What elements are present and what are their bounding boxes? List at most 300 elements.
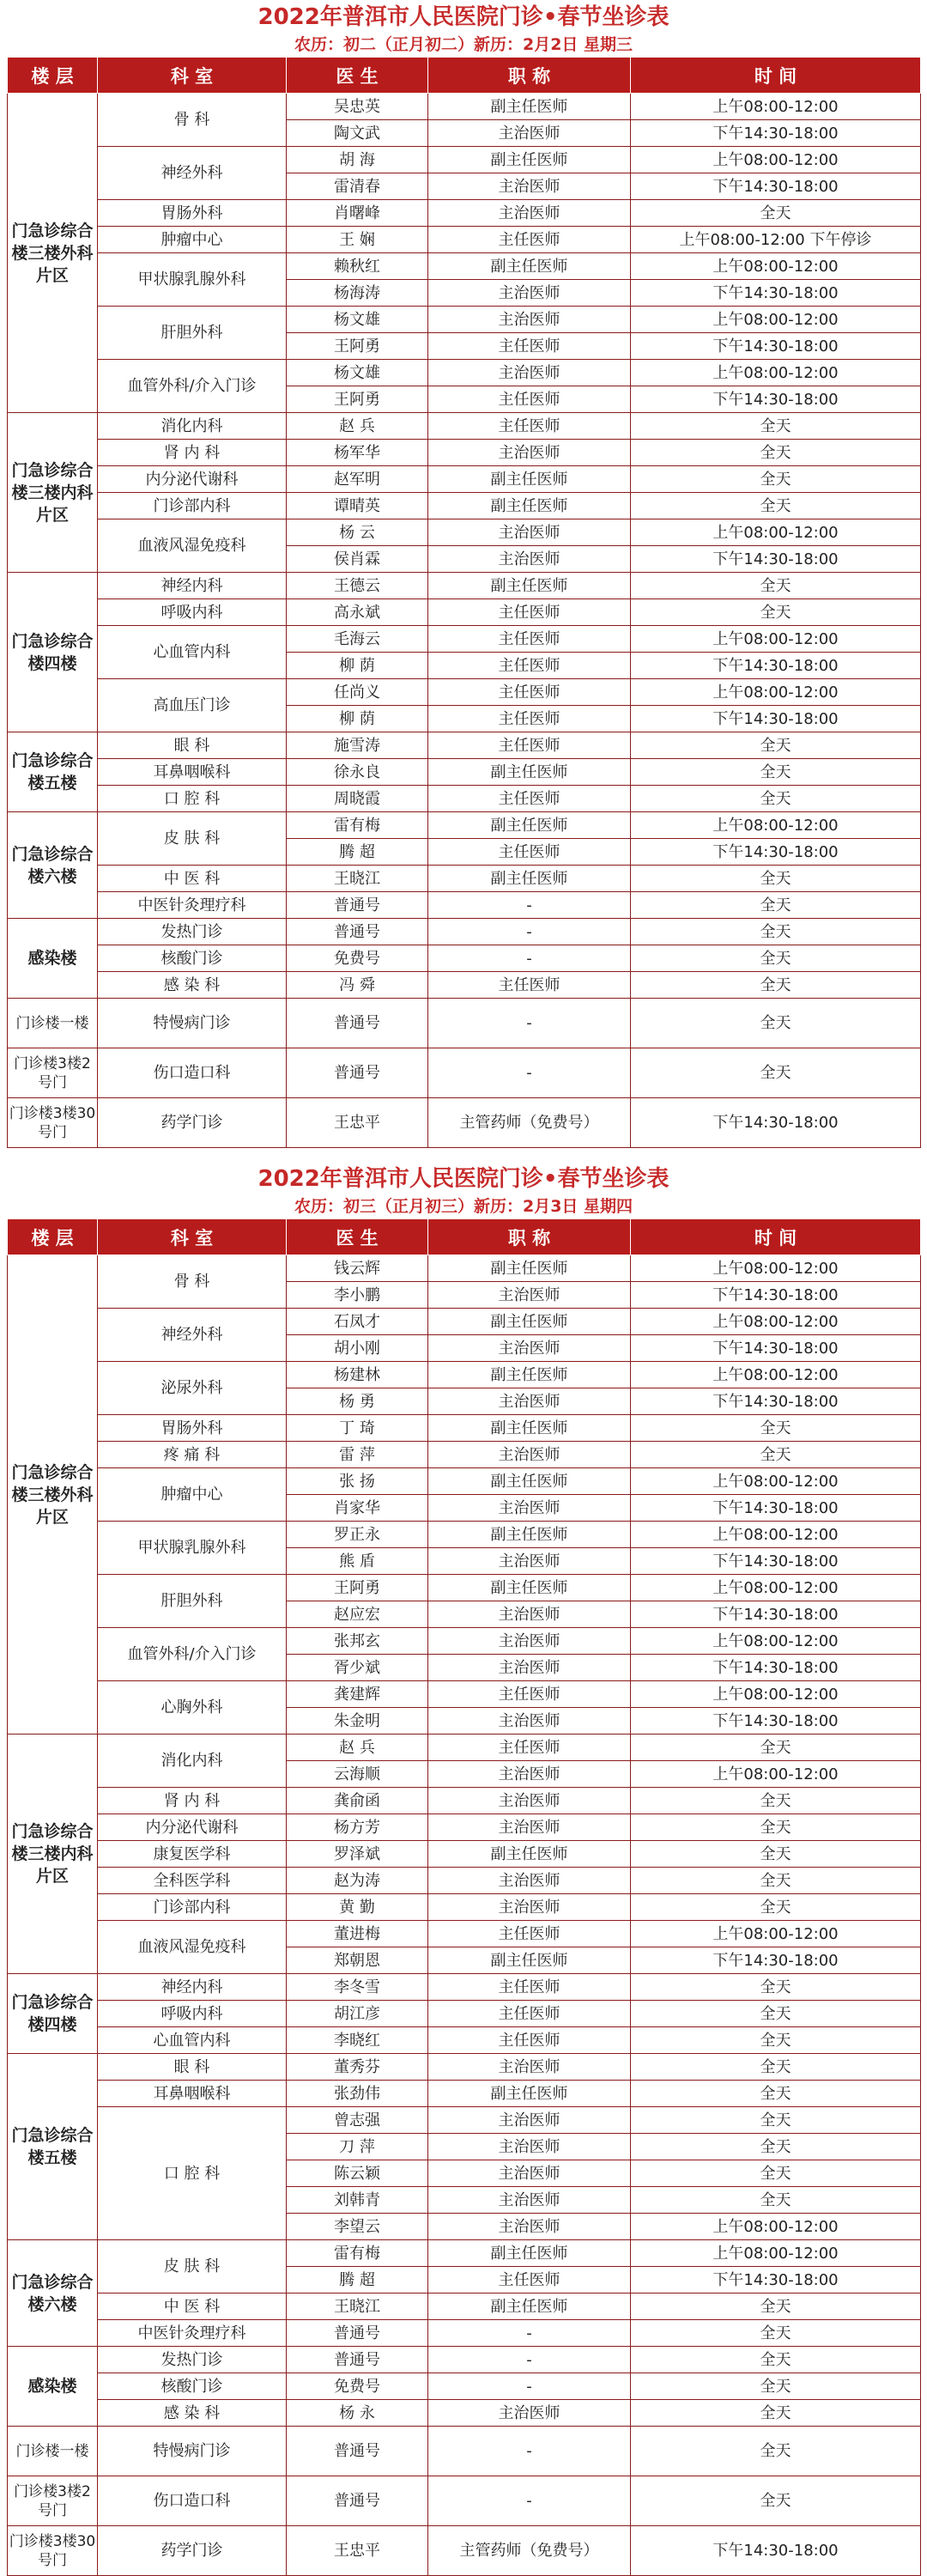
table-row [8, 440, 921, 466]
doctor-cell: 冯 舜 [287, 972, 428, 999]
title-cell: 主治医师 [428, 2214, 631, 2240]
floor-cell: 感染楼 [8, 919, 98, 999]
time-cell: 上午08:00-12:00 [631, 1681, 921, 1708]
doctor-cell: 普通号 [287, 999, 428, 1048]
table-row [8, 2373, 921, 2400]
doctor-cell: 免费号 [287, 945, 428, 972]
schedule-section-1 [7, 0, 920, 1148]
doctor-cell: 周晓霞 [287, 786, 428, 812]
department-cell: 中医针灸理疗科 [98, 2320, 287, 2347]
title-cell: 主治医师 [428, 1388, 631, 1415]
time-cell: 上午08:00-12:00 [631, 2214, 921, 2240]
department-cell: 神经外科 [98, 1309, 287, 1362]
department-cell: 血管外科/介入门诊 [98, 360, 287, 413]
time-cell: 全天 [631, 1442, 921, 1468]
time-cell: 上午08:00-12:00 [631, 2240, 921, 2267]
floor-cell: 感染楼 [8, 2347, 98, 2427]
title-cell: 主治医师 [428, 1708, 631, 1735]
doctor-cell: 熊 盾 [287, 1548, 428, 1575]
time-cell: 全天 [631, 1048, 921, 1098]
table-row [8, 626, 921, 653]
doctor-cell: 王阿勇 [287, 333, 428, 360]
floor-cell: 门急诊综合楼六楼 [8, 812, 98, 919]
doctor-cell: 杨海涛 [287, 280, 428, 307]
doctor-cell: 普通号 [287, 892, 428, 919]
doctor-cell: 高永斌 [287, 599, 428, 626]
table-row [8, 307, 921, 333]
doctor-cell: 普通号 [287, 2427, 428, 2476]
time-cell: 上午08:00-12:00 [631, 360, 921, 386]
title-cell: 副主任医师 [428, 866, 631, 892]
table-row [8, 1255, 921, 1282]
schedule-subtitle: 农历：初二（正月初二）新历：2月2日 星期三 [294, 35, 633, 54]
department-cell: 肿瘤中心 [98, 227, 287, 253]
time-cell: 全天 [631, 732, 921, 759]
title-cell: 主治医师 [428, 2107, 631, 2134]
doctor-cell: 张 扬 [287, 1468, 428, 1495]
title-cell: 副主任医师 [428, 2081, 631, 2107]
time-cell: 上午08:00-12:00 [631, 1309, 921, 1335]
title-cell: 主管药师（免费号） [428, 1098, 631, 1148]
title-cell: 副主任医师 [428, 1841, 631, 1868]
title-cell: 主任医师 [428, 786, 631, 812]
doctor-cell: 腾 超 [287, 2267, 428, 2293]
table-row [8, 892, 921, 919]
department-cell: 口 腔 科 [98, 2107, 287, 2240]
doctor-cell: 杨 云 [287, 519, 428, 546]
header-department: 科 室 [98, 1219, 287, 1255]
doctor-cell: 董进梅 [287, 1921, 428, 1947]
title-cell: - [428, 945, 631, 972]
doctor-cell: 杨文雄 [287, 307, 428, 333]
doctor-cell: 王晓江 [287, 2293, 428, 2320]
table-row [8, 1415, 921, 1442]
table-row [8, 732, 921, 759]
department-cell: 泌尿外科 [98, 1362, 287, 1415]
floor-cell: 门诊楼一楼 [8, 999, 98, 1048]
department-cell: 特慢病门诊 [98, 2427, 287, 2476]
table-row [8, 1442, 921, 1468]
department-cell: 呼吸内科 [98, 599, 287, 626]
title-cell: 主任医师 [428, 599, 631, 626]
header-doctor: 医 生 [287, 1219, 428, 1255]
table-row [8, 1788, 921, 1814]
doctor-cell: 王阿勇 [287, 1575, 428, 1601]
doctor-cell: 黄 勤 [287, 1894, 428, 1921]
table-row [8, 1894, 921, 1921]
title-cell: 主治医师 [428, 1495, 631, 1522]
table-row [8, 2427, 921, 2476]
title-cell: 主治医师 [428, 1894, 631, 1921]
title-cell: 主治医师 [428, 200, 631, 227]
title-cell: 主治医师 [428, 519, 631, 546]
table-row [8, 786, 921, 812]
table-row [8, 1814, 921, 1841]
title-cell: 主任医师 [428, 1735, 631, 1761]
title-cell: 副主任医师 [428, 147, 631, 173]
time-cell: 下午14:30-18:00 [631, 1655, 921, 1681]
title-cell: - [428, 2320, 631, 2347]
doctor-cell: 龚俞函 [287, 1788, 428, 1814]
department-cell: 高血压门诊 [98, 679, 287, 732]
time-cell: 全天 [631, 466, 921, 493]
time-cell: 全天 [631, 2293, 921, 2320]
doctor-cell: 赵 兵 [287, 1735, 428, 1761]
department-cell: 特慢病门诊 [98, 999, 287, 1048]
doctor-cell: 张劲伟 [287, 2081, 428, 2107]
doctor-cell: 李小鹏 [287, 1282, 428, 1309]
title-cell: 主治医师 [428, 1282, 631, 1309]
doctor-cell: 龚建辉 [287, 1681, 428, 1708]
title-cell: 主任医师 [428, 626, 631, 653]
title-cell: 主任医师 [428, 732, 631, 759]
time-cell: 全天 [631, 972, 921, 999]
department-cell: 胃肠外科 [98, 200, 287, 227]
department-cell: 皮 肤 科 [98, 812, 287, 866]
floor-cell: 门急诊综合楼五楼 [8, 2054, 98, 2240]
time-cell: 上午08:00-12:00 [631, 147, 921, 173]
time-cell: 全天 [631, 2001, 921, 2027]
header-floor: 楼 层 [8, 58, 98, 94]
time-cell: 全天 [631, 866, 921, 892]
table-row [8, 2476, 921, 2526]
doctor-cell: 赵应宏 [287, 1601, 428, 1628]
time-cell: 下午14:30-18:00 [631, 1548, 921, 1575]
time-cell: 上午08:00-12:00 [631, 253, 921, 280]
department-cell: 口 腔 科 [98, 786, 287, 812]
floor-cell: 门急诊综合楼五楼 [8, 732, 98, 812]
department-cell: 感 染 科 [98, 972, 287, 999]
doctor-cell: 石凤才 [287, 1309, 428, 1335]
table-row [8, 2001, 921, 2027]
time-cell: 全天 [631, 945, 921, 972]
time-cell: 全天 [631, 999, 921, 1048]
title-cell: 副主任医师 [428, 493, 631, 519]
table-row [8, 999, 921, 1048]
time-cell: 下午14:30-18:00 [631, 1335, 921, 1362]
time-cell: 全天 [631, 786, 921, 812]
time-cell: 全天 [631, 892, 921, 919]
title-cell: 主任医师 [428, 2001, 631, 2027]
department-cell: 神经外科 [98, 147, 287, 200]
department-cell: 药学门诊 [98, 1098, 287, 1148]
title-cell: 主治医师 [428, 280, 631, 307]
department-cell: 中 医 科 [98, 2293, 287, 2320]
table-row [8, 759, 921, 786]
department-cell: 肿瘤中心 [98, 1468, 287, 1522]
doctor-cell: 李望云 [287, 2214, 428, 2240]
doctor-cell: 陶文武 [287, 120, 428, 147]
title-cell: - [428, 2427, 631, 2476]
time-cell: 全天 [631, 2373, 921, 2400]
time-cell: 下午14:30-18:00 [631, 280, 921, 307]
doctor-cell: 胥少斌 [287, 1655, 428, 1681]
department-cell: 肾 内 科 [98, 440, 287, 466]
time-cell: 下午14:30-18:00 [631, 2526, 921, 2576]
department-cell: 门诊部内科 [98, 1894, 287, 1921]
doctor-cell: 刀 萍 [287, 2134, 428, 2160]
table-row [8, 1628, 921, 1655]
doctor-cell: 杨 永 [287, 2400, 428, 2427]
table-row [8, 2081, 921, 2107]
doctor-cell: 李晓红 [287, 2027, 428, 2054]
doctor-cell: 胡小刚 [287, 1335, 428, 1362]
title-cell: 主任医师 [428, 2267, 631, 2293]
doctor-cell: 杨方芳 [287, 1814, 428, 1841]
table-row [8, 227, 921, 253]
floor-cell: 门急诊综合楼三楼内科片区 [8, 413, 98, 573]
department-cell: 血管外科/介入门诊 [98, 1628, 287, 1681]
title-cell: 主治医师 [428, 360, 631, 386]
table-row [8, 1921, 921, 1947]
table-row [8, 253, 921, 280]
time-cell: 全天 [631, 2187, 921, 2214]
time-cell: 全天 [631, 493, 921, 519]
time-cell: 全天 [631, 599, 921, 626]
table-row [8, 1048, 921, 1098]
time-cell: 全天 [631, 1974, 921, 2001]
table-row [8, 1681, 921, 1708]
time-cell: 上午08:00-12:00 [631, 307, 921, 333]
time-cell: 全天 [631, 573, 921, 599]
title-cell: 主治医师 [428, 2160, 631, 2187]
title-cell: - [428, 999, 631, 1048]
time-cell: 全天 [631, 2107, 921, 2134]
title-cell: - [428, 1048, 631, 1098]
department-cell: 药学门诊 [98, 2526, 287, 2576]
department-cell: 感 染 科 [98, 2400, 287, 2427]
doctor-cell: 雷有梅 [287, 812, 428, 839]
time-cell: 全天 [631, 200, 921, 227]
doctor-cell: 雷清春 [287, 173, 428, 200]
table-row [8, 519, 921, 546]
time-cell: 下午14:30-18:00 [631, 1601, 921, 1628]
doctor-cell: 侯肖霖 [287, 546, 428, 573]
title-cell: 副主任医师 [428, 1575, 631, 1601]
doctor-cell: 雷 萍 [287, 1442, 428, 1468]
time-cell: 上午08:00-12:00 [631, 1575, 921, 1601]
time-cell: 上午08:00-12:00 [631, 1362, 921, 1388]
floor-cell: 门急诊综合楼三楼外科片区 [8, 1255, 98, 1735]
time-cell: 全天 [631, 2134, 921, 2160]
title-cell: 主治医师 [428, 546, 631, 573]
time-cell: 上午08:00-12:00 [631, 626, 921, 653]
title-cell: 主治医师 [428, 1761, 631, 1788]
schedule-title: 2022年普洱市人民医院门诊•春节坐诊表 [258, 4, 670, 30]
time-cell: 下午14:30-18:00 [631, 706, 921, 732]
doctor-cell: 杨 勇 [287, 1388, 428, 1415]
time-cell: 下午14:30-18:00 [631, 653, 921, 679]
doctor-cell: 腾 超 [287, 839, 428, 866]
time-cell: 上午08:00-12:00 [631, 679, 921, 706]
title-cell: 主治医师 [428, 307, 631, 333]
title-cell: 主治医师 [428, 1548, 631, 1575]
time-cell: 全天 [631, 2320, 921, 2347]
department-cell: 皮 肤 科 [98, 2240, 287, 2293]
doctor-cell: 赵军明 [287, 466, 428, 493]
doctor-cell: 毛海云 [287, 626, 428, 653]
doctor-cell: 王忠平 [287, 2526, 428, 2576]
time-cell: 全天 [631, 2081, 921, 2107]
title-cell: - [428, 2476, 631, 2526]
time-cell: 下午14:30-18:00 [631, 120, 921, 147]
time-cell: 全天 [631, 1735, 921, 1761]
time-cell: 下午14:30-18:00 [631, 1495, 921, 1522]
table-row [8, 2293, 921, 2320]
table-row [8, 1468, 921, 1495]
time-cell: 下午14:30-18:00 [631, 1947, 921, 1974]
doctor-cell: 雷有梅 [287, 2240, 428, 2267]
title-cell: 主治医师 [428, 1868, 631, 1894]
time-cell: 全天 [631, 413, 921, 440]
time-cell: 全天 [631, 1841, 921, 1868]
title-cell: 副主任医师 [428, 1255, 631, 1282]
table-row [8, 200, 921, 227]
department-cell: 血液风湿免疫科 [98, 1921, 287, 1974]
department-cell: 核酸门诊 [98, 945, 287, 972]
time-cell: 下午14:30-18:00 [631, 2267, 921, 2293]
title-cell: 副主任医师 [428, 1415, 631, 1442]
table-row [8, 2320, 921, 2347]
table-row [8, 413, 921, 440]
title-cell: 主任医师 [428, 679, 631, 706]
title-cell: 副主任医师 [428, 2240, 631, 2267]
time-cell: 全天 [631, 2027, 921, 2054]
department-cell: 耳鼻咽喉科 [98, 2081, 287, 2107]
floor-cell: 门诊楼3楼2号门 [8, 2476, 98, 2526]
doctor-cell: 丁 琦 [287, 1415, 428, 1442]
title-cell: 主任医师 [428, 1921, 631, 1947]
title-cell: 副主任医师 [428, 94, 631, 120]
table-row [8, 1735, 921, 1761]
doctor-cell: 肖曙峰 [287, 200, 428, 227]
floor-cell: 门急诊综合楼四楼 [8, 1974, 98, 2054]
schedule-subtitle: 农历：初三（正月初三）新历：2月3日 星期四 [294, 1197, 633, 1216]
doctor-cell: 杨建林 [287, 1362, 428, 1388]
doctor-cell: 吴忠英 [287, 94, 428, 120]
title-cell: - [428, 892, 631, 919]
title-cell: 副主任医师 [428, 2293, 631, 2320]
floor-cell: 门急诊综合楼四楼 [8, 573, 98, 732]
doctor-cell: 陈云颖 [287, 2160, 428, 2187]
table-row [8, 1362, 921, 1388]
department-cell: 眼 科 [98, 732, 287, 759]
department-cell: 血液风湿免疫科 [98, 519, 287, 573]
department-cell: 眼 科 [98, 2054, 287, 2081]
title-cell: 主任医师 [428, 839, 631, 866]
doctor-cell: 徐永良 [287, 759, 428, 786]
title-cell: - [428, 919, 631, 945]
title-cell: 主任医师 [428, 972, 631, 999]
doctor-cell: 柳 荫 [287, 653, 428, 679]
table-row [8, 1868, 921, 1894]
title-cell: - [428, 2373, 631, 2400]
doctor-cell: 赵 兵 [287, 413, 428, 440]
doctor-cell: 肖家华 [287, 1495, 428, 1522]
department-cell: 心血管内科 [98, 2027, 287, 2054]
time-cell: 全天 [631, 2347, 921, 2373]
department-cell: 疼 痛 科 [98, 1442, 287, 1468]
table-row [8, 493, 921, 519]
time-cell: 下午14:30-18:00 [631, 1708, 921, 1735]
doctor-cell: 胡江彦 [287, 2001, 428, 2027]
floor-cell: 门诊楼一楼 [8, 2427, 98, 2476]
table-row [8, 1309, 921, 1335]
time-cell: 下午14:30-18:00 [631, 839, 921, 866]
doctor-cell: 罗泽斌 [287, 1841, 428, 1868]
table-row [8, 866, 921, 892]
header-department: 科 室 [98, 58, 287, 94]
time-cell: 上午08:00-12:00 [631, 1921, 921, 1947]
doctor-cell: 普通号 [287, 2476, 428, 2526]
table-row [8, 2400, 921, 2427]
title-cell: 主任医师 [428, 413, 631, 440]
table-row [8, 1974, 921, 2001]
title-cell: 副主任医师 [428, 1309, 631, 1335]
department-cell: 康复医学科 [98, 1841, 287, 1868]
schedule-title: 2022年普洱市人民医院门诊•春节坐诊表 [258, 1166, 670, 1192]
title-cell: 主任医师 [428, 1974, 631, 2001]
doctor-cell: 郑朝恩 [287, 1947, 428, 1974]
department-cell: 心血管内科 [98, 626, 287, 679]
time-cell: 全天 [631, 440, 921, 466]
title-cell: 主治医师 [428, 1601, 631, 1628]
title-cell: 副主任医师 [428, 253, 631, 280]
doctor-cell: 李冬雪 [287, 1974, 428, 2001]
title-cell: 主任医师 [428, 333, 631, 360]
table-row [8, 2526, 921, 2576]
department-cell: 呼吸内科 [98, 2001, 287, 2027]
table-row [8, 2240, 921, 2267]
schedule-table [7, 1218, 921, 2576]
department-cell: 肝胆外科 [98, 1575, 287, 1628]
doctor-cell: 王晓江 [287, 866, 428, 892]
time-cell: 全天 [631, 2400, 921, 2427]
doctor-cell: 罗正永 [287, 1522, 428, 1548]
table-row [8, 573, 921, 599]
time-cell: 下午14:30-18:00 [631, 1098, 921, 1148]
schedule-section-2 [7, 1163, 920, 2576]
department-cell: 内分泌代谢科 [98, 466, 287, 493]
doctor-cell: 普通号 [287, 2347, 428, 2373]
time-cell: 下午14:30-18:00 [631, 173, 921, 200]
title-cell: 副主任医师 [428, 812, 631, 839]
time-cell: 全天 [631, 2476, 921, 2526]
title-cell: 主治医师 [428, 2134, 631, 2160]
title-cell: 主治医师 [428, 1628, 631, 1655]
department-cell: 发热门诊 [98, 919, 287, 945]
department-cell: 消化内科 [98, 1735, 287, 1788]
title-cell: 主治医师 [428, 1335, 631, 1362]
header-title: 职 称 [428, 58, 631, 94]
title-cell: 主治医师 [428, 1655, 631, 1681]
table-row [8, 679, 921, 706]
doctor-cell: 曾志强 [287, 2107, 428, 2134]
title-cell: 主治医师 [428, 2400, 631, 2427]
time-cell: 全天 [631, 1415, 921, 1442]
doctor-cell: 张邦玄 [287, 1628, 428, 1655]
header-time: 时 间 [631, 1219, 921, 1255]
department-cell: 中医针灸理疗科 [98, 892, 287, 919]
time-cell: 上午08:00-12:00 [631, 812, 921, 839]
floor-cell: 门急诊综合楼六楼 [8, 2240, 98, 2347]
title-cell: 主任医师 [428, 386, 631, 413]
title-cell: 副主任医师 [428, 1468, 631, 1495]
doctor-cell: 谭晴英 [287, 493, 428, 519]
time-cell: 全天 [631, 1788, 921, 1814]
floor-cell: 门诊楼3楼30号门 [8, 1098, 98, 1148]
title-cell: 主任医师 [428, 706, 631, 732]
